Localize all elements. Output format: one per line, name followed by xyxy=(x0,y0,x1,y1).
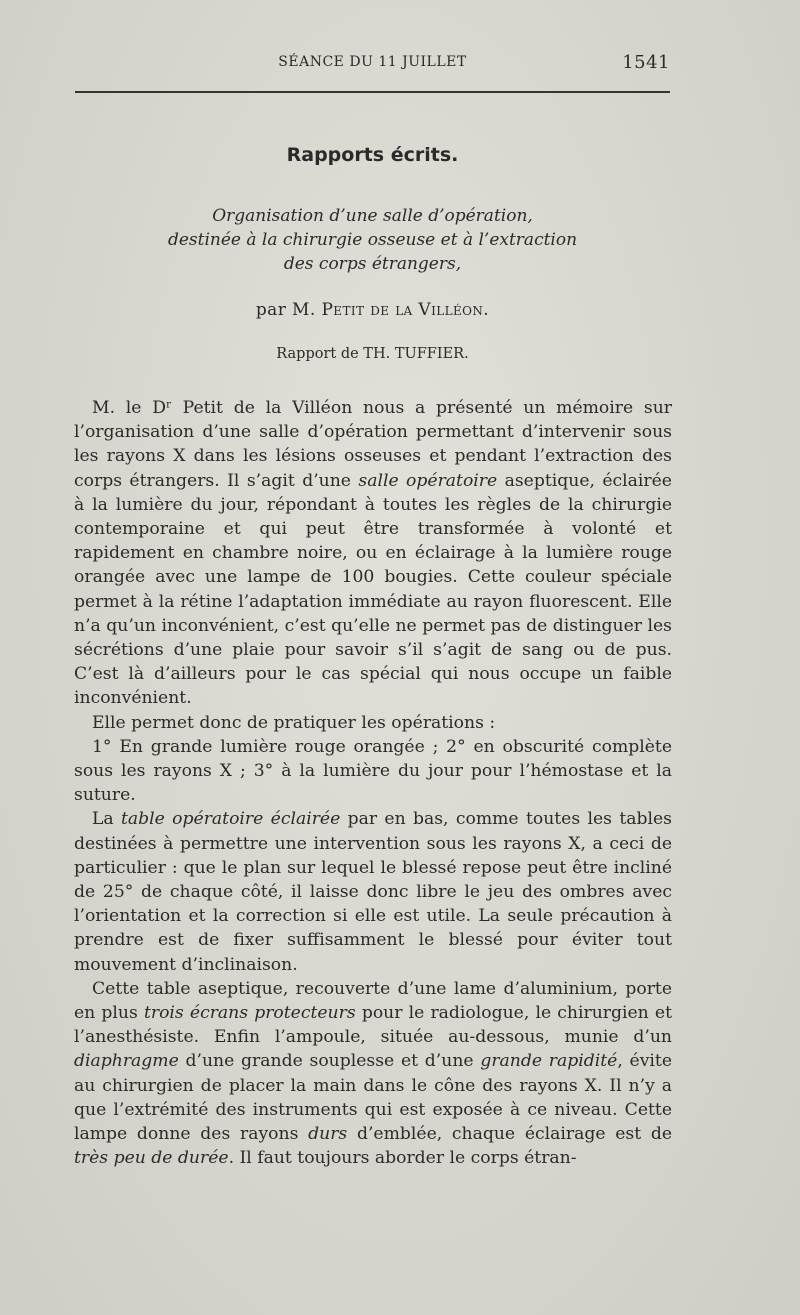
running-header xyxy=(75,52,670,76)
italic-run: trois écrans protecteurs xyxy=(143,1003,356,1024)
text-run: . Il faut toujours aborder le corps étran- xyxy=(228,1148,577,1169)
header-rule xyxy=(75,91,670,93)
paragraph xyxy=(74,396,672,711)
text-run: M. le Dʳ Petit de la Villéon nous a présenté un mémoire sur l’organisation d’une salle d’opération permettant d’intervenir sous les rayons X dans les lésions osseuses et pendant l’extraction des corps étrangers. Il s’agit d’une xyxy=(74,398,672,491)
section-title: Rapports écrits. xyxy=(286,144,459,166)
body-text xyxy=(74,396,672,1171)
author-name: Petit de la Villéon. xyxy=(321,300,490,320)
text-run: pour le radiologue, le chirurgien et l’anesthésiste. Enfin l’ampoule, située au-dessous, munie d’un xyxy=(74,1003,672,1048)
paragraph xyxy=(74,807,672,976)
text-run: par en bas, comme toutes les tables destinées à permettre une intervention sous les rayons X, a ceci de particulier : que le plan sur lequel le blessé repose peut être incliné de 25° de chaque côté, il laisse donc libre le jeu des ombres avec l’orientation et la correction si elle est utile. La seule précaution à prendre est de fixer suffisamment le blessé pour éviter tout mouvement d’inclinaison. xyxy=(74,809,672,975)
italic-run: table opératoire éclairée xyxy=(121,809,341,830)
italic-run: grande rapidité xyxy=(480,1051,618,1072)
running-title: SÉANCE DU 11 JUILLET xyxy=(278,54,467,70)
article-title xyxy=(100,204,645,276)
article-title-line: Organisation d’une salle d’opération, xyxy=(212,206,533,226)
text-run: 1° En grande lumière rouge orangée ; 2° en obscurité complète sous les rayons X ; 3° à la lumière du jour pour l’hémostase et la suture. xyxy=(74,736,672,806)
page-number: 1541 xyxy=(622,52,670,73)
text-run: La xyxy=(92,809,122,830)
italic-run: durs xyxy=(308,1124,348,1145)
text-run: Cette table aseptique, recouverte d’une lame d’aluminium, porte en plus xyxy=(74,978,672,1024)
author-line xyxy=(0,300,745,320)
article-title-line: destinée à la chirurgie osseuse et à l’extraction xyxy=(167,230,578,250)
text-run: , évite au chirurgien de placer la main dans le cône des rayons X. Il n’y a que l’extrémité des instruments qui est exposée à ce niveau. Cette lampe donne des rayons xyxy=(74,1051,672,1145)
paragraph xyxy=(74,977,672,1171)
article-title-line: des corps étrangers, xyxy=(283,254,462,274)
reporter-line: Rapport de TH. TUFFIER. xyxy=(276,346,469,362)
text-run: d’emblée, chaque éclairage est de xyxy=(347,1124,672,1145)
author-prefix: par M. xyxy=(255,300,322,320)
italic-run: très peu de durée xyxy=(74,1148,229,1169)
italic-run: salle opératoire xyxy=(358,470,498,491)
text-run: d’une grande souplesse et d’une xyxy=(178,1051,481,1072)
paragraph xyxy=(74,735,672,808)
text-run: Elle permet donc de pratiquer les opérations : xyxy=(92,712,496,733)
text-run: aseptique, éclairée à la lumière du jour, répondant à toutes les règles de la chirurgie contemporaine et qui peut être transformée à volonté et rapidement en chambre noire, ou en éclairage à la lumière rouge orangée avec une lampe de 100 bougies. Cette couleur spéciale permet à la rétine l’adaptation immédiate au rayon fluorescent. Elle n’a qu’un inconvénient, c’est qu’elle ne permet pas de distinguer les sécrétions d’une plaie pour savoir s’il s’agit de sang ou de pus. C’est là d’ailleurs pour le cas spécial qui nous occupe un faible inconvénient. xyxy=(74,470,672,709)
italic-run: diaphragme xyxy=(74,1051,179,1072)
paragraph xyxy=(74,711,672,735)
